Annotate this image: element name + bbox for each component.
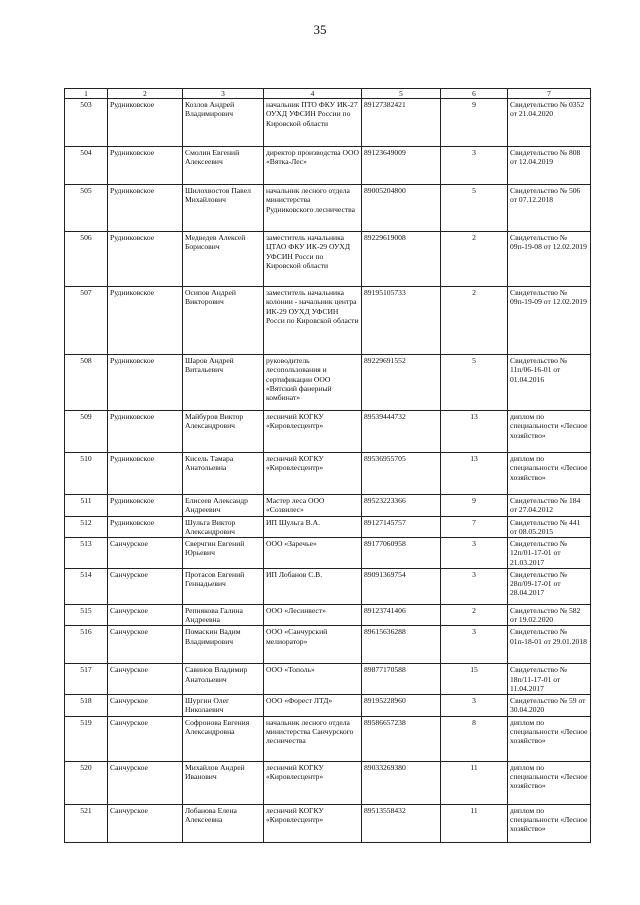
table-row: [65, 695, 591, 717]
row-number: 513: [65, 538, 108, 569]
district-cell: Рудниковское: [108, 287, 183, 355]
column-number: 2: [108, 89, 183, 99]
phone-cell: 89229619008: [362, 232, 441, 287]
table-row: [65, 604, 591, 626]
table-row: [65, 99, 591, 147]
registry-table: [64, 88, 591, 843]
row-number: 507: [65, 287, 108, 355]
district-cell: Рудниковское: [108, 411, 183, 453]
person-name-cell: Шаров Андрей Витальевич: [183, 355, 264, 411]
document-cell: Свидетельство № 18п/11-17-01 от 11.04.2017: [508, 664, 591, 695]
table-row: [65, 495, 591, 517]
row-number: 519: [65, 716, 108, 761]
district-cell: Рудниковское: [108, 232, 183, 287]
person-name-cell: Майбуров Виктор Александрович: [183, 411, 264, 453]
person-name-cell: Помаскин Вадим Владимирович: [183, 626, 264, 664]
phone-cell: 89123741406: [362, 604, 441, 626]
document-cell: Свидетельство № 0352 от 21.04.2020: [508, 99, 591, 147]
document-cell: диплом по специальности «Лесное хозяйство»: [508, 411, 591, 453]
district-cell: Рудниковское: [108, 147, 183, 185]
experience-cell: 5: [441, 355, 508, 411]
position-cell: начальник ПТО ФКУ ИК-27 ОУХД УФСИН России по Кировской области: [264, 99, 362, 147]
phone-cell: 89127382421: [362, 99, 441, 147]
experience-cell: 7: [441, 516, 508, 538]
column-number: 3: [183, 89, 264, 99]
column-number: 5: [362, 89, 441, 99]
district-cell: Санчурское: [108, 604, 183, 626]
phone-cell: 89536955705: [362, 453, 441, 495]
document-cell: Свидетельство № 582 от 19.02.2020: [508, 604, 591, 626]
district-cell: Рудниковское: [108, 355, 183, 411]
experience-cell: 3: [441, 147, 508, 185]
experience-cell: 13: [441, 453, 508, 495]
row-number: 515: [65, 604, 108, 626]
row-number: 521: [65, 804, 108, 842]
district-cell: Рудниковское: [108, 453, 183, 495]
table-row: [65, 287, 591, 355]
person-name-cell: Медведев Алексей Борисович: [183, 232, 264, 287]
district-cell: Санчурское: [108, 568, 183, 604]
experience-cell: 11: [441, 804, 508, 842]
column-number: 7: [508, 89, 591, 99]
phone-cell: 89229691552: [362, 355, 441, 411]
row-number: 520: [65, 761, 108, 804]
district-cell: Санчурское: [108, 716, 183, 761]
person-name-cell: Софронова Евгения Александровна: [183, 716, 264, 761]
phone-cell: 89523223366: [362, 495, 441, 517]
document-cell: диплом по специальности «Лесное хозяйство»: [508, 761, 591, 804]
phone-cell: 89123649009: [362, 147, 441, 185]
row-number: 506: [65, 232, 108, 287]
table-row: [65, 185, 591, 232]
table-row: [65, 568, 591, 604]
row-number: 503: [65, 99, 108, 147]
person-name-cell: Репнякова Галина Андреевна: [183, 604, 264, 626]
table-row: [65, 804, 591, 842]
phone-cell: 89539444732: [362, 411, 441, 453]
experience-cell: 9: [441, 99, 508, 147]
row-number: 511: [65, 495, 108, 517]
district-cell: Рудниковское: [108, 99, 183, 147]
district-cell: Рудниковское: [108, 516, 183, 538]
position-cell: ООО «Форест ЛТД»: [264, 695, 362, 717]
row-number: 505: [65, 185, 108, 232]
person-name-cell: Шилохвостов Павел Михайлович: [183, 185, 264, 232]
district-cell: Санчурское: [108, 626, 183, 664]
experience-cell: 3: [441, 568, 508, 604]
experience-cell: 8: [441, 716, 508, 761]
position-cell: начальник лесного отдела министерства Рудниковского лесничества: [264, 185, 362, 232]
document-cell: Свидетельство № 09п-19-09 от 12.02.2019: [508, 287, 591, 355]
experience-cell: 2: [441, 232, 508, 287]
document-cell: Свидетельство № 506 от 07.12.2018: [508, 185, 591, 232]
phone-cell: 89877170588: [362, 664, 441, 695]
table-row: [65, 716, 591, 761]
document-cell: Свидетельство № 808 от 12.04.2019: [508, 147, 591, 185]
row-number: 508: [65, 355, 108, 411]
experience-cell: 15: [441, 664, 508, 695]
district-cell: Санчурское: [108, 538, 183, 569]
table-row: [65, 453, 591, 495]
experience-cell: 5: [441, 185, 508, 232]
phone-cell: 89195228960: [362, 695, 441, 717]
position-cell: директор производства ООО «Вятка-Лес»: [264, 147, 362, 185]
row-number: 509: [65, 411, 108, 453]
experience-cell: 3: [441, 626, 508, 664]
person-name-cell: Савинов Владимир Анатольевич: [183, 664, 264, 695]
person-name-cell: Михайлов Андрей Иванович: [183, 761, 264, 804]
position-cell: ИП Шульга В.А.: [264, 516, 362, 538]
person-name-cell: Шургин Олег Николаевич: [183, 695, 264, 717]
document-cell: Свидетельство № 12п/01-17-01 от 21.03.2017: [508, 538, 591, 569]
document-cell: Свидетельство № 01п-18-01 от 29.01.2018: [508, 626, 591, 664]
district-cell: Санчурское: [108, 804, 183, 842]
position-cell: начальник лесного отдела министерства Санчурского лесничества: [264, 716, 362, 761]
table-row: [65, 232, 591, 287]
phone-cell: 89195105733: [362, 287, 441, 355]
district-cell: Рудниковское: [108, 185, 183, 232]
person-name-cell: Лобанова Елена Алексеевна: [183, 804, 264, 842]
document-cell: Свидетельство № 28п/09-17-01 от 28.04.2017: [508, 568, 591, 604]
page-number: 35: [313, 22, 327, 37]
experience-cell: 9: [441, 495, 508, 517]
row-number: 510: [65, 453, 108, 495]
experience-cell: 2: [441, 604, 508, 626]
row-number: 514: [65, 568, 108, 604]
district-cell: Рудниковское: [108, 495, 183, 517]
row-number: 516: [65, 626, 108, 664]
position-cell: заместитель начальника колонии - начальник центра ИК-29 ОУХД УФСИН Росси по Кировской области: [264, 287, 362, 355]
experience-cell: 11: [441, 761, 508, 804]
position-cell: ООО «Лесинвест»: [264, 604, 362, 626]
experience-cell: 3: [441, 695, 508, 717]
row-number: 512: [65, 516, 108, 538]
column-number: 6: [441, 89, 508, 99]
position-cell: лесничий КОГКУ «Кировлесцентр»: [264, 761, 362, 804]
position-cell: ООО «Санчурский мелиоратор»: [264, 626, 362, 664]
table-row: [65, 516, 591, 538]
district-cell: Санчурское: [108, 664, 183, 695]
column-number-row: [65, 89, 591, 99]
phone-cell: 89615636288: [362, 626, 441, 664]
experience-cell: 13: [441, 411, 508, 453]
experience-cell: 2: [441, 287, 508, 355]
row-number: 518: [65, 695, 108, 717]
person-name-cell: Шульга Виктор Александрович: [183, 516, 264, 538]
person-name-cell: Смолин Евгений Алексеевич: [183, 147, 264, 185]
phone-cell: 89033269380: [362, 761, 441, 804]
document-cell: Свидетельство № 441 от 08.05.2015: [508, 516, 591, 538]
experience-cell: 3: [441, 538, 508, 569]
document-cell: диплом по специальности «Лесное хозяйство»: [508, 716, 591, 761]
person-name-cell: Козлов Андрей Владимирович: [183, 99, 264, 147]
table-row: [65, 355, 591, 411]
table-row: [65, 411, 591, 453]
position-cell: ИП Лобанов С.В.: [264, 568, 362, 604]
phone-cell: 89586657238: [362, 716, 441, 761]
phone-cell: 89513558432: [362, 804, 441, 842]
table-row: [65, 664, 591, 695]
document-cell: Свидетельство № 184 от 27.04.2012: [508, 495, 591, 517]
table-row: [65, 626, 591, 664]
position-cell: лесничий КОГКУ «Кировлесцентр»: [264, 453, 362, 495]
document-cell: Свидетельство № 11п/06-16-01 от 01.04.2016: [508, 355, 591, 411]
row-number: 504: [65, 147, 108, 185]
table-row: [65, 761, 591, 804]
phone-cell: 89177060958: [362, 538, 441, 569]
column-number: 4: [264, 89, 362, 99]
person-name-cell: Осипов Андрей Викторович: [183, 287, 264, 355]
district-cell: Санчурское: [108, 761, 183, 804]
document-cell: Свидетельство № 59 от 30.04.2020: [508, 695, 591, 717]
table-row: [65, 538, 591, 569]
position-cell: Мастер леса ООО «Созвилес»: [264, 495, 362, 517]
person-name-cell: Елисеев Александр Андреевич: [183, 495, 264, 517]
document-cell: диплом по специальности «Лесное хозяйство»: [508, 804, 591, 842]
phone-cell: 89091369754: [362, 568, 441, 604]
person-name-cell: Кисель Тамара Анатольевна: [183, 453, 264, 495]
position-cell: заместитель начальника ЦТАО ФКУ ИК-29 ОУХД УФСИН Росси по Кировской области: [264, 232, 362, 287]
document-cell: Свидетельство № 09п-19-08 от 12.02.2019: [508, 232, 591, 287]
document-cell: диплом по специальности «Лесное хозяйство»: [508, 453, 591, 495]
position-cell: ООО «Тополь»: [264, 664, 362, 695]
table-row: [65, 147, 591, 185]
position-cell: лесничий КОГКУ «Кировлесцентр»: [264, 411, 362, 453]
person-name-cell: Протасов Евгений Геннадьевич: [183, 568, 264, 604]
row-number: 517: [65, 664, 108, 695]
person-name-cell: Сверчгин Евгений Юрьевич: [183, 538, 264, 569]
position-cell: руководитель лесопользования и сертификации ООО «Вятский фанерный комбинат»: [264, 355, 362, 411]
phone-cell: 89005204800: [362, 185, 441, 232]
district-cell: Санчурское: [108, 695, 183, 717]
position-cell: лесничий КОГКУ «Кировлесцентр»: [264, 804, 362, 842]
phone-cell: 89127145757: [362, 516, 441, 538]
position-cell: ООО «Заречье»: [264, 538, 362, 569]
column-number: 1: [65, 89, 108, 99]
